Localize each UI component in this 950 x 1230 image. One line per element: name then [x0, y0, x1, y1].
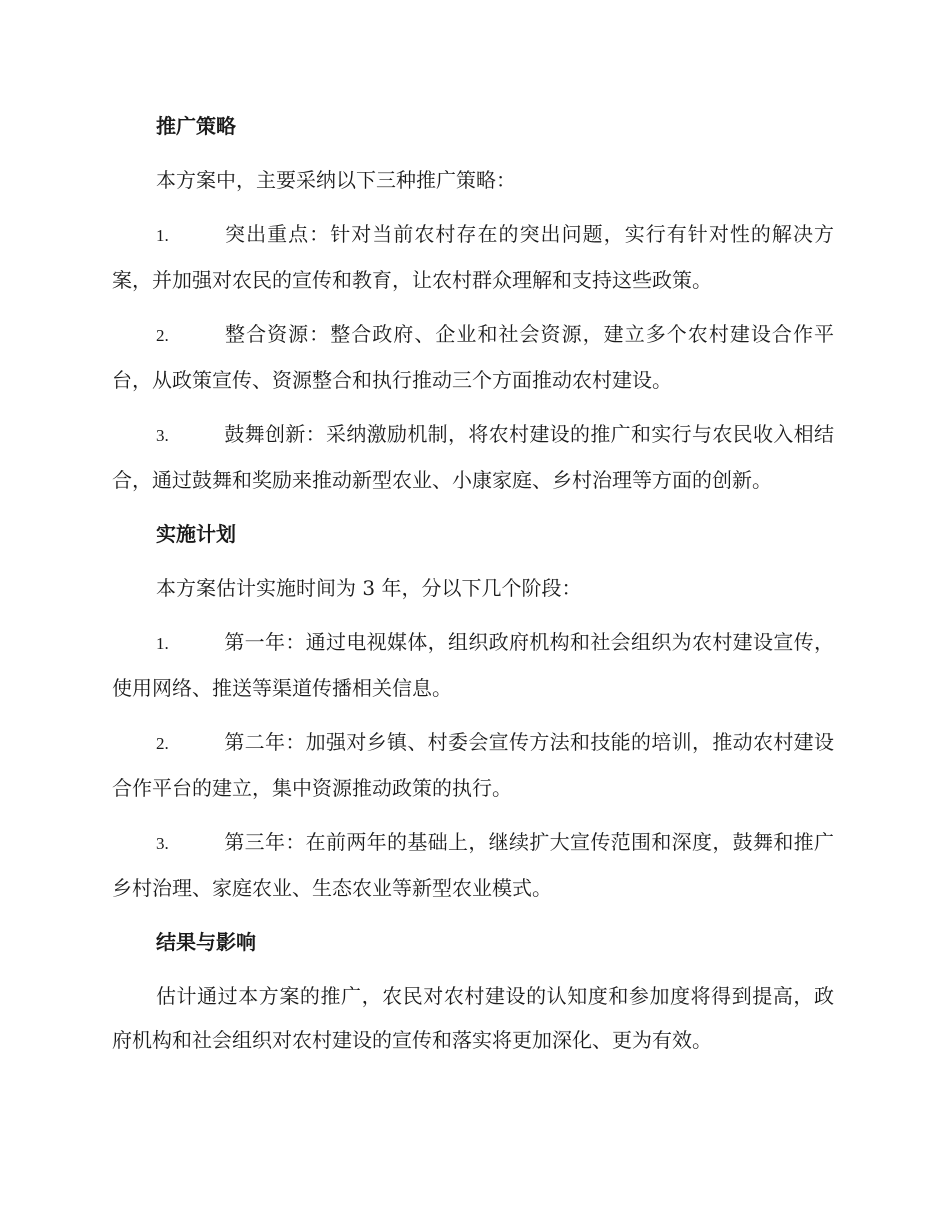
list-item: [112, 212, 834, 302]
list-item: [112, 620, 834, 710]
list-item-text: 鼓舞创新：采纳激励机制，将农村建设的推广和实行与农民收入相结合，通过鼓舞和奖励来推动新型农业、小康家庭、乡村治理等方面的创新。: [112, 422, 834, 492]
list-item-number: 2.: [156, 734, 169, 753]
section-heading-implementation-plan: 实施计划: [156, 522, 236, 546]
list-item-number: 3.: [156, 834, 169, 853]
list-item: [112, 412, 834, 502]
list-item-number: 2.: [156, 326, 169, 345]
section-heading-promotion-strategy: 推广策略: [156, 114, 236, 138]
list-item-number: 3.: [156, 426, 169, 445]
document-page: [112, 104, 834, 1072]
list-item: [112, 720, 834, 810]
section-intro: 本方案估计实施时间为 3 年，分以下几个阶段：: [156, 576, 582, 600]
section-body: 估计通过本方案的推广，农民对农村建设的认知度和参加度将得到提高，政府机构和社会组织对农村建设的宣传和落实将更加深化、更为有效。: [112, 984, 834, 1052]
list-item-text: 第二年：加强对乡镇、村委会宣传方法和技能的培训，推动农村建设合作平台的建立，集中资源推动政策的执行。: [112, 730, 834, 800]
section-intro: 本方案中，主要采纳以下三种推广策略：: [156, 168, 516, 192]
list-item: [112, 312, 834, 402]
section-heading-results-and-impact: 结果与影响: [156, 930, 256, 954]
list-item-number: 1.: [156, 634, 169, 653]
list-item-number: 1.: [156, 226, 169, 245]
list-item-text: 突出重点：针对当前农村存在的突出问题，实行有针对性的解决方案，并加强对农民的宣传和教育，让农村群众理解和支持这些政策。: [112, 222, 834, 292]
list-item-text: 第一年：通过电视媒体，组织政府机构和社会组织为农村建设宣传，使用网络、推送等渠道传播相关信息。: [112, 630, 834, 700]
list-item-text: 第三年：在前两年的基础上，继续扩大宣传范围和深度，鼓舞和推广乡村治理、家庭农业、生态农业等新型农业模式。: [112, 830, 834, 900]
list-item: [112, 820, 834, 910]
list-item-text: 整合资源：整合政府、企业和社会资源，建立多个农村建设合作平台，从政策宣传、资源整合和执行推动三个方面推动农村建设。: [112, 322, 834, 392]
